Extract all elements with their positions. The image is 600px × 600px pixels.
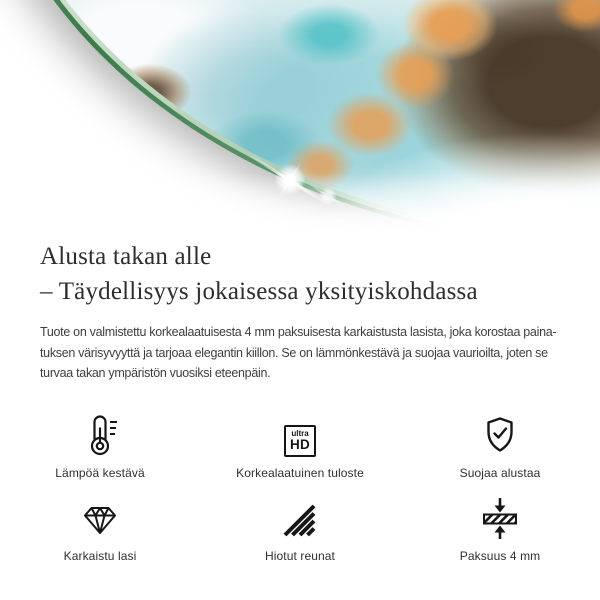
feature-label: Korkealaatuinen tuloste: [236, 465, 364, 480]
feature-tempered-glass: [0, 494, 200, 563]
thermometer-icon: [78, 411, 122, 457]
description-line: turvaa takan ympäristön vuosiksi eteenpäin.: [40, 366, 271, 380]
feature-heat-resistant: [0, 411, 200, 480]
thickness-press-icon: [478, 494, 522, 540]
uhd-text-ultra: ultra: [291, 429, 309, 438]
description-section: [0, 239, 600, 384]
feature-thickness: [400, 494, 600, 563]
feature-label: Karkaistu lasi: [63, 548, 137, 563]
feature-hd-print: [200, 411, 400, 480]
shield-check-icon: [478, 411, 522, 457]
ultra-hd-icon: [284, 411, 316, 457]
page-title-line2: – Täydellisyys jokaisessa yksityiskohdassa: [40, 278, 478, 305]
product-image: [0, 0, 600, 234]
page-title-line1: Alusta takan alle: [40, 243, 212, 270]
description-line: Tuote on valmistettu korkealaatuisesta 4 mm paksuisesta karkaistusta lasista, joka korostaa paina-: [40, 325, 557, 339]
feature-grid: [0, 411, 600, 563]
image-white-fade: [0, 0, 600, 234]
feature-protects-base: [400, 411, 600, 480]
beveled-edge-icon: [278, 494, 322, 540]
uhd-text-hd: HD: [290, 437, 310, 452]
feature-label: Hiotut reunat: [264, 548, 335, 563]
feature-polished-edges: [200, 494, 400, 563]
page-title: [40, 239, 560, 309]
product-description: [40, 322, 560, 384]
description-line: tuksen värisyvyyttä ja tarjoaa elegantin kiillon. Se on lämmönkestävä ja suojaa vaurioilta, joten se: [40, 345, 548, 360]
diamond-icon: [78, 494, 122, 540]
feature-label: Lämpöä kestävä: [55, 465, 145, 480]
feature-label: Paksuus 4 mm: [459, 548, 541, 563]
feature-label: Suojaa alustaa: [459, 465, 541, 480]
